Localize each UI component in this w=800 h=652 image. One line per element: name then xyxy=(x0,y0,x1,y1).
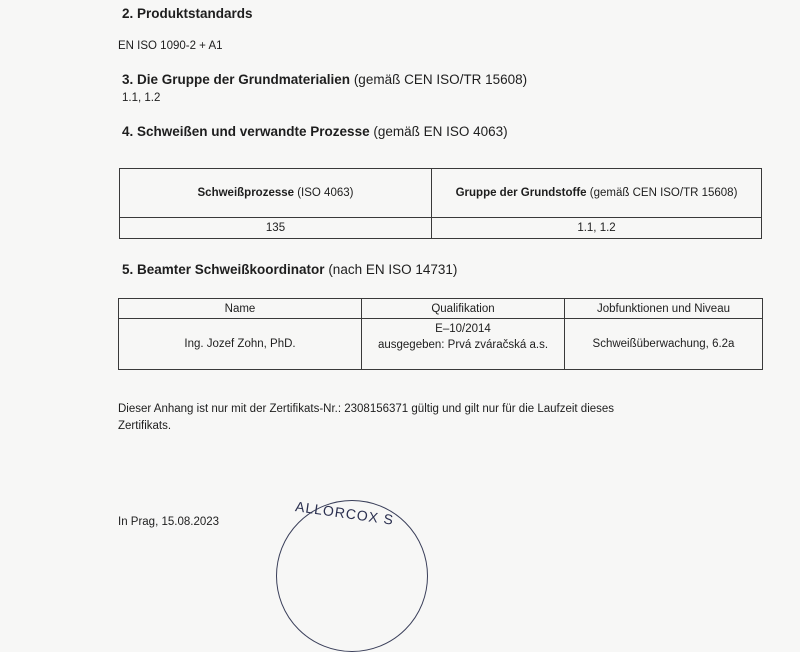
col-header-name: Name xyxy=(119,299,362,319)
section-4-heading: 4. Schweißen und verwandte Prozesse (gemäß EN ISO 4063) xyxy=(122,124,508,139)
cell-job: Schweißüberwachung, 6.2a xyxy=(565,319,763,370)
table-row xyxy=(120,218,762,239)
product-standard-value: EN ISO 1090-2 + A1 xyxy=(118,40,223,52)
welding-coordinator-table xyxy=(118,298,763,370)
welding-process-table xyxy=(119,168,762,239)
cell-group: 1.1, 1.2 xyxy=(432,218,762,239)
col-header-material-group: Gruppe der Grundstoffe (gemäß CEN ISO/TR 15608) xyxy=(432,169,762,218)
company-stamp xyxy=(276,500,428,652)
note-line-1: Dieser Anhang ist nur mit der Zertifikats-Nr.: 2308156371 gültig und gilt nur für die Laufzeit dieses xyxy=(118,403,615,415)
col-header-job: Jobfunktionen und Niveau xyxy=(565,299,763,319)
section-5-heading: 5. Beamter Schweißkoordinator (nach EN ISO 14731) xyxy=(122,262,458,277)
note-line-2: Zertifikats. xyxy=(118,420,172,432)
cell-qualification xyxy=(362,319,565,370)
section-2-heading: 2. Produktstandards xyxy=(122,6,253,21)
col-header-qualification: Qualifikation xyxy=(362,299,565,319)
table-row xyxy=(119,319,763,370)
cell-name: Ing. Jozef Zohn, PhD. xyxy=(119,319,362,370)
material-group-value: 1.1, 1.2 xyxy=(122,92,161,104)
stamp-text: ALLORCOX S xyxy=(294,498,396,528)
col-header-welding-process: Schweißprozesse (ISO 4063) xyxy=(120,169,432,218)
qualification-issuer: ausgegeben: Prvá zváračská a.s. xyxy=(377,339,549,351)
qualification-code: E–10/2014 xyxy=(435,323,491,335)
section-3-heading: 3. Die Gruppe der Grundmaterialien (gemäß CEN ISO/TR 15608) xyxy=(122,72,528,87)
cell-process: 135 xyxy=(120,218,432,239)
place-date: In Prag, 15.08.2023 xyxy=(118,516,220,528)
